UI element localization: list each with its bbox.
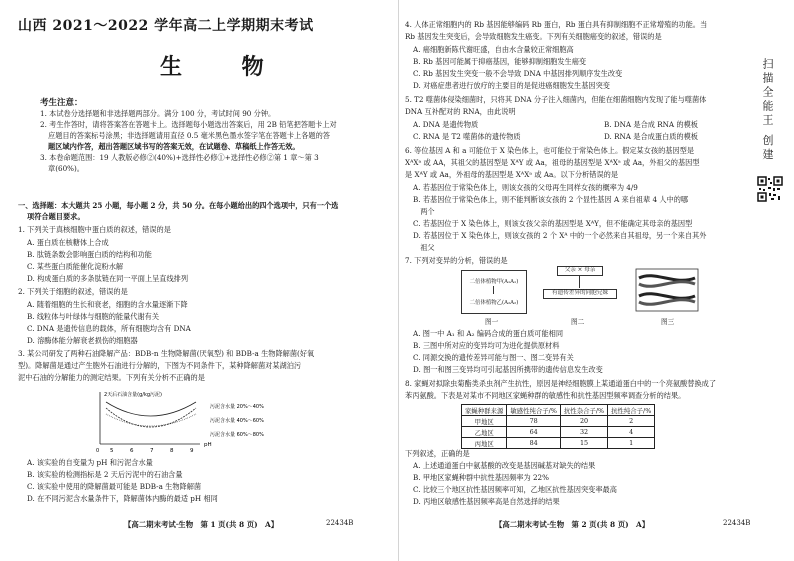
table-cell: 甲地区 [462, 416, 507, 427]
option: B. 甲地区家蝇种群中抗性基因频率为 22% [413, 473, 549, 482]
question-4-stem: Rb 基因发生突变后，会导致细胞发生癌变。下列有关细胞癌变的叙述，错误的是 [405, 32, 662, 41]
table-cell: 乙地区 [462, 427, 507, 438]
table-cell: 4 [608, 427, 655, 438]
figure-3 [635, 268, 699, 312]
option: C. 比较三个地区抗性基因频率可知，乙地区抗性基因突变率最高 [413, 485, 617, 494]
option: C. RNA 是 T2 噬菌体的遗传物质 [413, 132, 521, 141]
qr-code-icon [757, 176, 783, 202]
table-cell: 丙地区 [462, 438, 507, 449]
option: B. 若基因位于常染色体上，则不能判断该女孩的 2 个显性基因 A 来自祖辈 4 人中的哪 [413, 195, 689, 204]
paper-code: 22434B [326, 519, 354, 527]
option: A. 蛋白质在核糖体上合成 [27, 238, 109, 247]
table-cell: 78 [507, 416, 561, 427]
x-axis-label: pH [204, 442, 212, 448]
question-3-stem: 型)。降解菌是通过产生胞外石油进行分解的，下图为不同条件下，某种降解菌对某湖泊污 [18, 361, 302, 370]
table-cell: 64 [507, 427, 561, 438]
curve-20-40 [106, 402, 196, 416]
scanner-watermark: 扫描全能王 创建 [761, 58, 774, 163]
option: A. 上述通道蛋白中氨基酸的改变是基因碱基对缺失的结果 [413, 461, 596, 470]
caption: 图三 [661, 318, 675, 326]
caption: 图二 [571, 318, 585, 326]
table-cell: 15 [560, 438, 607, 449]
option: A. 图一中 A₁ 和 A₂ 编码合成的蛋白质可能相同 [413, 329, 564, 338]
table-cell: 20 [560, 416, 607, 427]
table-row [462, 438, 655, 449]
x-tick-label: 5 [110, 448, 114, 454]
option: C. 该实验中使用的降解菌最可能是 BDB-a 生物降解菌 [27, 482, 202, 491]
question-5-stem: DNA 互补配对的 RNA，由此说明 [405, 107, 516, 116]
origin-label: 0 [96, 448, 100, 454]
caption: 图一 [485, 318, 499, 326]
option: A. DNA 是遗传物质 [413, 120, 479, 129]
question-8-stem: 苯丙氨酸。下表是对某市不同地区家蝇种群的敏感性和抗性基因型频率调查分析的结果。 [405, 391, 686, 400]
section-intro: 项符合题目要求。 [27, 212, 85, 221]
subject-heading: 生 物 [160, 54, 290, 80]
option: B. DNA 是合成 RNA 的模板 [604, 120, 698, 129]
legend-item: 污泥含水量 60%～80% [210, 432, 264, 438]
figure-2 [543, 266, 617, 314]
option: D. 图一和图三变异均可引起基因所携带的遗传信息发生改变 [413, 365, 603, 374]
exam-title: 山西 2021～2022 学年高二上学期期末考试 [18, 18, 314, 34]
table-header: 敏感性纯合子/% [507, 405, 561, 416]
option: 两个 [413, 207, 435, 216]
option: 祖父 [413, 243, 435, 252]
question-7-stem: 7. 下列对变异的分析，错误的是 [405, 256, 508, 265]
option: D. 溶酶体能分解衰老损伤的细胞器 [27, 336, 138, 345]
question-6-stem: 6. 等位基因 A 和 a 可能位于 X 染色体上，也可能位于常染色体上。假定某女孩的基因型是 [405, 146, 695, 155]
option: B. 肽链条数会影响蛋白质的结构和功能 [27, 250, 152, 259]
note-line: 1. 本试卷分选择题和非选择题两部分。满分 100 分，考试时间 90 分钟。 [40, 109, 276, 118]
question-3-stem: 泥中石油的分解能力的测定结果。下列有关分析不正确的是 [18, 373, 205, 382]
fig1-arrow [493, 286, 494, 294]
genotype-table [461, 404, 655, 449]
option: A. 若基因位于常染色体上，则该女孩的父母再生同样女孩的概率为 4/9 [413, 183, 638, 192]
option: B. 三图中所对应的变异均可为进化提供原材料 [413, 341, 560, 350]
curve-40-60 [106, 408, 196, 427]
question-5-stem: 5. T2 噬菌体侵染细菌时，只将其 DNA 分子注入细菌内，但能在细菌细胞内发现了能与噬菌体 [405, 95, 707, 104]
option: D. 对癌症患者进行放疗的主要目的是促进癌细胞发生基因突变 [413, 81, 610, 90]
question-1-stem: 1. 下列关于真核细胞中蛋白质的叙述，错误的是 [18, 225, 171, 234]
notes-title: 考生注意： [40, 98, 83, 108]
option: D. 在不同污泥含水量条件下，降解菌体内酶的最适 pH 相同 [27, 494, 218, 503]
legend-item: 污泥含水量 40%～60% [210, 418, 264, 424]
question-8-prompt: 下列叙述，正确的是 [405, 449, 470, 458]
table-cell: 1 [608, 438, 655, 449]
table-cell: 32 [560, 427, 607, 438]
option: D. RNA 是合成蛋白质的模板 [604, 132, 698, 141]
option: D. 构成蛋白质的多条肽链在同一平面上呈直线排列 [27, 274, 189, 283]
right-page [399, 0, 794, 561]
table-row [462, 427, 655, 438]
option: B. 线粒体与叶绿体与细胞的能量代谢有关 [27, 312, 160, 321]
x-tick-label: 8 [170, 448, 174, 454]
question-8-stem: 8. 家蝇对拟除虫菊酯类杀虫剂产生抗性，原因是神经细胞膜上某通道蛋白中的一个亮氨酸替换成了 [405, 379, 717, 388]
note-line: 2. 考生作答时，请将答案答在答题卡上。选择题每小题选出答案后，用 2B 铅笔把答题卡上对 [40, 120, 337, 129]
note-line: 题区域内作答，超出答题区域书写的答案无效，在试题卷、草稿纸上作答无效。 [48, 142, 300, 151]
paper-code: 22434B [723, 519, 751, 527]
fig1-top-label: 二倍体植物甲(A₁A₁) [469, 279, 519, 285]
option: D. 丙地区敏感性基因频率高是自然选择的结果 [413, 497, 560, 506]
fig1-bottom-label: 二倍体植物乙(A₂A₂) [469, 300, 519, 306]
table-row [462, 416, 655, 427]
option: B. 该实验的检测指标是 2 天后污泥中的石油含量 [27, 470, 183, 479]
fig2-offspring: 有遗传差异的同胞兄妹 [543, 289, 617, 299]
note-line: 3. 本卷命题范围：19 人教版必修②(40%)+选择性必修①+选择性必修②第 1 章～第 3 [40, 153, 319, 162]
question-3-stem: 3. 某公司研发了两种石油降解产品：BDB-n 生物降解菌(厌氧型) 和 BDB-a 生物降解菌(好氧 [18, 349, 315, 358]
option: C. Rb 基因发生突变一般不会导致 DNA 中基因排列顺序发生改变 [413, 69, 623, 78]
y-axis-label: 2天后石油含量(g/kg污泥) [104, 392, 163, 398]
option: A. 随着细胞的生长和衰老，细胞的含水量逐渐下降 [27, 300, 188, 309]
fig2-parents: 父亲 × 母亲 [557, 266, 603, 276]
note-line: 章(60%)。 [48, 164, 84, 173]
fig2-arrow [579, 275, 580, 288]
table-header: 抗性杂合子/% [560, 405, 607, 416]
table-cell: 84 [507, 438, 561, 449]
question-4-stem: 4. 人体正常细胞内的 Rb 基因能够编码 Rb 蛋白，Rb 蛋白具有抑制细胞不正常增殖的功能。当 [405, 20, 708, 29]
note-line: 应题目的答案标号涂黑；非选择题请用直径 0.5 毫米黑色墨水签字笔在答题卡上各题的答 [48, 131, 330, 140]
question-6-stem: XᴬXᵃ 或 AA，其祖父的基因型是 XᴬY 或 Aa，祖母的基因型是 XᴬXᵃ 或 Aa，外祖父的基因型 [405, 158, 700, 167]
option: A. 该实验的自变量为 pH 和污泥含水量 [27, 458, 153, 467]
option: C. 若基因位于 X 染色体上，则该女孩父亲的基因型是 XᴬY，但不能确定其母亲的基因型 [413, 219, 693, 228]
section-intro: 一、选择题：本大题共 25 小题，每小题 2 分，共 50 分。在每小题给出的四个选项中，只有一个选 [18, 201, 339, 210]
option: D. 若基因位于 X 染色体上，则该女孩的 2 个 Xᴬ 中的一个必然来自其祖母，另一个来自其外 [413, 231, 707, 240]
option: C. DNA 是遗传信息的载体，所有细胞均含有 DNA [27, 324, 191, 333]
option: A. 癌细胞新陈代谢旺盛，自由水含量较正常细胞高 [413, 45, 574, 54]
figure-1 [461, 270, 527, 314]
option: C. 同源交换的遗传差异可能与图一、图二变异有关 [413, 353, 574, 362]
degradation-chart [88, 386, 298, 454]
table-header: 抗性纯合子/% [608, 405, 655, 416]
option: B. Rb 基因可能属于抑癌基因，能够抑制细胞发生癌变 [413, 57, 587, 66]
legend-item: 污泥含水量 20%～40% [210, 404, 264, 410]
question-6-stem: 是 XᴬY 或 Aa，外祖母的基因型是 XᴬXᵃ 或 Aa。以下分析错误的是 [405, 170, 619, 179]
footer: 【高二期末考试·生物 第 1 页(共 8 页) A】 [124, 520, 279, 529]
x-tick-label: 7 [150, 448, 154, 454]
footer: 【高二期末考试·生物 第 2 页(共 8 页) A】 [495, 520, 650, 529]
table-header-row [462, 405, 655, 416]
option: C. 某些蛋白质能催化淀粉水解 [27, 262, 124, 271]
table-header: 家蝇种群来源 [462, 405, 507, 416]
question-2-stem: 2. 下列关于细胞的叙述，错误的是 [18, 287, 128, 296]
x-tick-label: 6 [130, 448, 134, 454]
table-cell: 2 [608, 416, 655, 427]
x-tick-label: 9 [190, 448, 194, 454]
